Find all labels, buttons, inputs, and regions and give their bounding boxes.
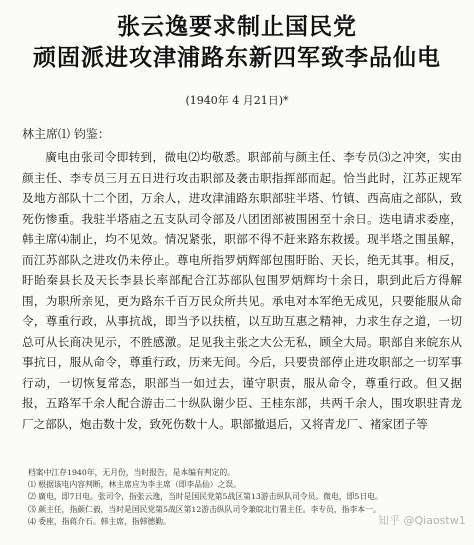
document-date: (1940年 4 月21日)* [185,94,289,107]
document-title-line-2: 顽固派进攻津浦路东新四军致李品仙电 [33,45,441,71]
zhihu-watermark: 知乎 @Qiaostw1 [378,514,466,527]
footnote-1: ⑴ 根据该电内容判断，林主席应为李主席（即李品仙）之误。 [28,480,241,490]
telegram-body [22,147,462,434]
footnote-4: ⑷ 委座，指蒋介石。韩主席，指韩德勤。 [28,516,171,526]
salutation: 林主席⑴ 钧鉴： [22,127,110,141]
footnote-2: ⑵ 廣电，即7日电。张司令，指张云逸，当时是国民党第5战区第13游击纵队司令员。微电，即5日电。 [28,492,383,502]
body-paragraph: 廣电由张司令即转到，微电⑵均敬悉。职部前与颜主任、李专员⑶之冲突，实由颜主任、李专员三月五日进行攻击职部及袭击职指挥部而起。恰当此时，江苏正规军及地方部队十二个团，万余人，进攻津浦路东职部驻半塔、竹镇、西高庙之部队，致死伤惨重。我驻半塔庙之五支队司令部及八团团部被围困至十余日。迭电请求委座，韩主席⑷制止，均不见效。情况紧张，职部不得不赶来路东救援。现半塔之围虽解，而江苏部队之进攻仍未停止。尊电所指罗炳辉部包围盱眙、天长，绝无其事。相反，盱眙秦县长及天长李县长率部配合江苏部队包围罗炳辉均十余日，职到此后方得解围，为职所亲见，更为路东千百万民众所共见。承电对本军绝无成见，只要能服从命令，尊重行政，从事抗战，即当予以扶植，以互助互惠之精神，力求生存之道，一切总可从长商决见示，不胜感激。足见我主张之大公无私，顾全大局。职部自来皖东从事抗日，服从命令，尊重行政，历来无间。今后，只要贵部停止进攻职部之一切军事行动，一切恢复常态，职部当一如过去，谨守职责，服从命令，尊重行政。但又据报，五路军千余人配合游击二十纵队谢少臣、王桂东部，共两千余人，围攻职驻青龙厂之部队，炮击数十发，致死伤数十人。职部撤退后，又将青龙厂、褚家团子等 [22,150,462,431]
footnote-archive: 档案中江存1940年，无月份，当时报告，是本编有判定的。 [28,468,235,477]
document-title-line-1: 张云逸要求制止国民党 [117,14,357,40]
footnote-3: ⑶ 颜主任，指颜仁毅，当时是国民党第5战区第12游击纵队司令兼皖北行署主任。李专员，指李本一。 [28,504,381,514]
